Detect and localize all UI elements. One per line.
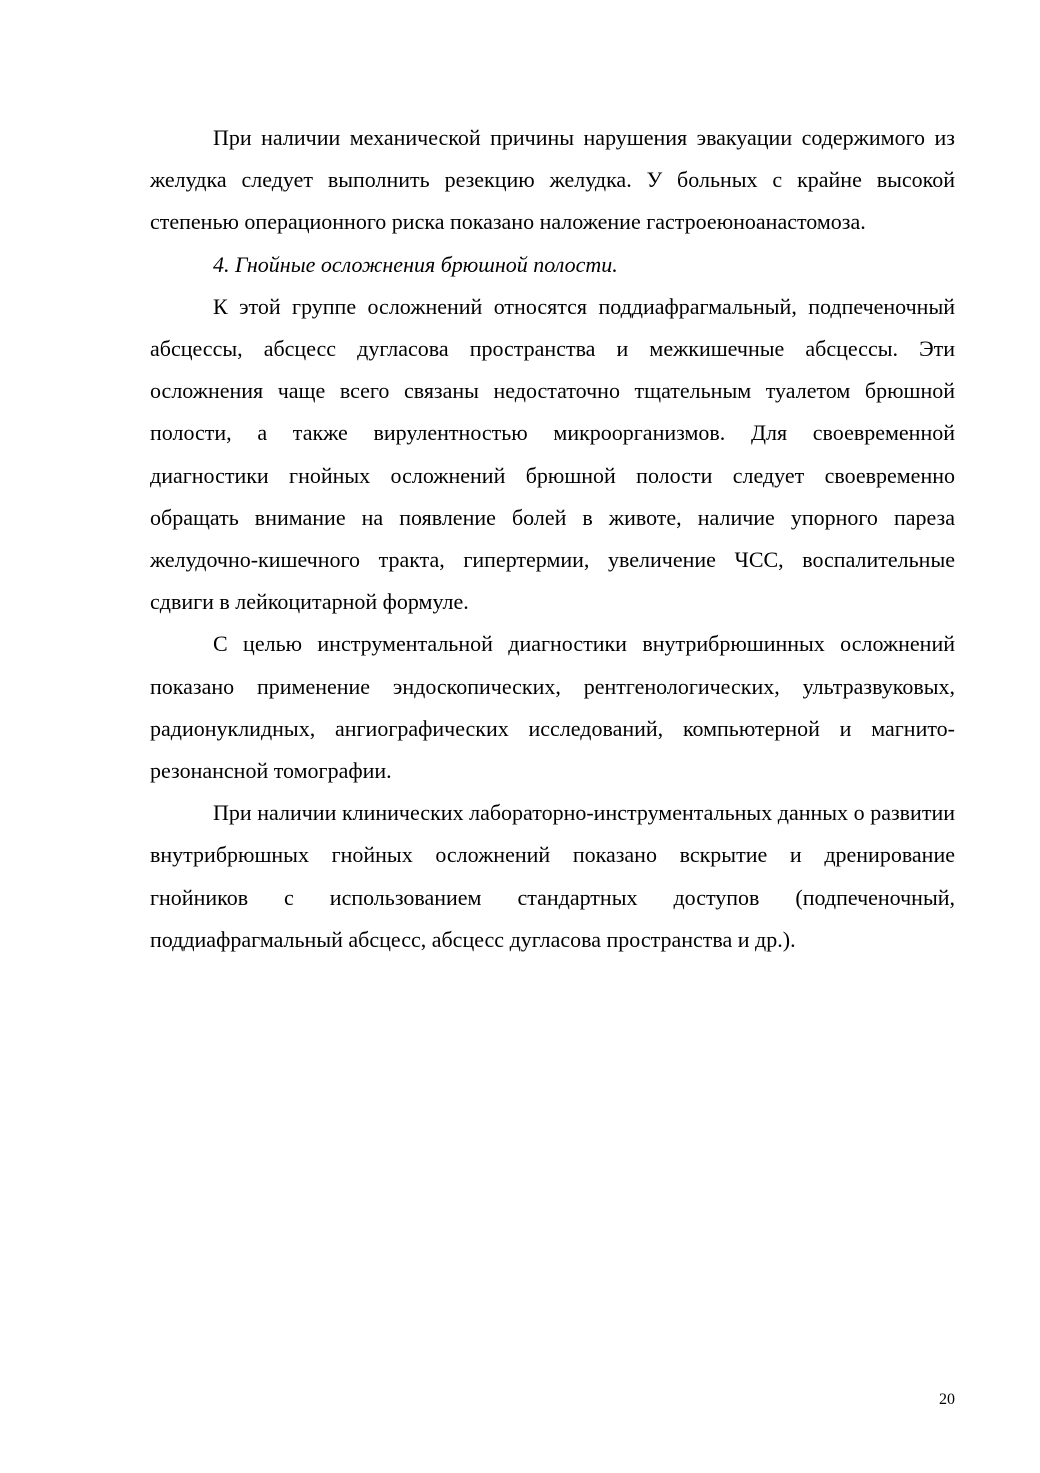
page-number: 20 xyxy=(939,1391,955,1408)
document-body xyxy=(150,117,955,961)
paragraph-treatment: При наличии клинических лабораторно-инструментальных данных о развитии внутрибрюшных гнойных осложнений показано вскрытие и дренирование гнойников с использованием стандартных доступов (подпеченочный, поддиафрагмальный абсцесс, абсцесс дугласова пространства и др.). xyxy=(150,800,955,952)
paragraph-purulent-complications: К этой группе осложнений относятся поддиафрагмальный, подпеченочный абсцессы, абсцесс дугласова пространства и межкишечные абсцессы. Эти осложнения чаще всего связаны недостаточно тщательным туалетом брюшной полости, а также вирулентностью микроорганизмов. Для своевременной диагностики гнойных осложнений брюшной полости следует своевременно обращать внимание на появление болей в животе, наличие упорного пареза желудочно-кишечного тракта, гипертермии, увеличение ЧСС, воспалительные сдвиги в лейкоцитарной формуле. xyxy=(150,293,955,615)
paragraph-pyloric-obstruction: При наличии механической причины нарушения эвакуации содержимого из желудка следует выполнить резекцию желудка. У больных с крайне высокой степенью операционного риска показано наложение гастроеюноанастомоза. xyxy=(150,125,955,235)
section-heading: 4. Гнойные осложнения брюшной полости. xyxy=(213,251,618,277)
paragraph-instrumental-diagnostics: С целью инструментальной диагностики внутрибрюшинных осложнений показано применение эндоскопических, рентгенологических, ультразвуковых, радионуклидных, ангиографических исследований, компьютерной и магнито-резонансной томографии. xyxy=(150,631,955,784)
